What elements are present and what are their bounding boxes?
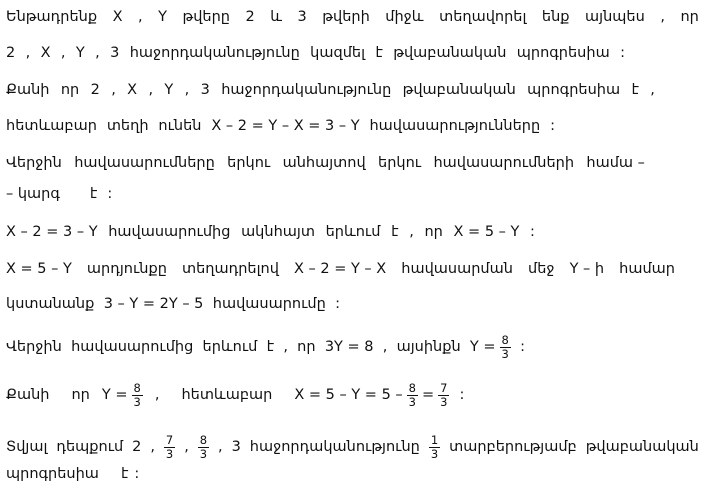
fraction-numerator: 8 <box>133 381 141 396</box>
word: Քանի <box>6 82 50 98</box>
word: Y <box>75 45 85 61</box>
word: : <box>530 224 535 240</box>
word: , <box>184 439 189 455</box>
fraction <box>198 434 209 459</box>
word: Y – ի <box>569 261 605 277</box>
word: 3 <box>297 9 307 25</box>
fraction-numerator: 8 <box>408 381 416 396</box>
word: է <box>120 466 129 482</box>
text-line-4 <box>6 118 555 134</box>
word: կստանանք <box>6 296 95 312</box>
word: երևում <box>202 339 258 355</box>
fraction-numerator: 7 <box>165 433 174 448</box>
word: որ <box>297 339 316 355</box>
word: պրոգրեսիա <box>516 45 610 61</box>
fraction <box>438 382 449 407</box>
word: հետևաբար <box>6 118 97 134</box>
word: այնպես <box>585 9 645 25</box>
fraction-numerator: 7 <box>440 381 448 396</box>
word: հավասարման <box>401 261 513 277</box>
word: այսինքն <box>396 339 461 355</box>
word: հավասարումը <box>212 296 326 312</box>
word: որ <box>424 224 443 240</box>
text-line-12 <box>6 427 699 467</box>
fraction-denominator: 3 <box>199 446 208 461</box>
equation: 3 – Y = 2Y – 5 <box>103 296 204 312</box>
word: : <box>107 186 113 202</box>
word: հավասարումները <box>74 155 215 171</box>
word: , <box>60 45 66 61</box>
word: : <box>520 339 525 355</box>
word: դեպքում <box>56 439 124 455</box>
word: – կարգ <box>6 186 60 202</box>
word: հաջորդականությունը <box>129 45 300 61</box>
word: պրոգրեսիա <box>6 466 99 482</box>
word: մեջ <box>528 261 555 277</box>
word: ակնհայտ <box>241 224 315 240</box>
word: : <box>134 466 140 482</box>
word: որ <box>680 9 699 25</box>
word: Վերջին <box>6 155 62 171</box>
word: հավասարումների <box>433 155 575 171</box>
word: է <box>89 186 98 202</box>
word: թվաբանական <box>585 439 699 455</box>
word: , <box>150 439 155 455</box>
fraction-numerator: 1 <box>430 433 439 448</box>
equation-prefix: Y = <box>469 339 496 355</box>
word: : <box>335 296 340 312</box>
word: 3 <box>200 82 210 98</box>
text-line-5 <box>6 155 645 171</box>
text-line-11 <box>6 375 699 415</box>
word: X <box>112 9 123 25</box>
equation-y-fraction <box>102 382 143 407</box>
word: : <box>459 387 465 403</box>
word: համար <box>619 261 675 277</box>
word: 3 <box>231 439 241 455</box>
fraction-numerator: 8 <box>501 333 509 348</box>
word: է <box>266 339 275 355</box>
equation-prefix: X = 5 – Y = 5 – <box>294 387 403 403</box>
text-line-13 <box>6 466 699 482</box>
word: անհայտով <box>282 155 366 171</box>
word: 2 <box>245 9 255 25</box>
word: որ <box>71 387 90 403</box>
fraction <box>500 334 511 359</box>
word: ունեն <box>158 118 202 134</box>
word: : <box>620 45 625 61</box>
word: 2 <box>90 82 100 98</box>
word: , <box>154 387 160 403</box>
text-line-6 <box>6 186 699 202</box>
word: 3 <box>110 45 120 61</box>
word: , <box>25 45 31 61</box>
word: հաջորդականությունը <box>249 439 420 455</box>
word: թվաբանական <box>402 82 516 98</box>
fraction-denominator: 3 <box>408 394 416 409</box>
word: տեղավորել <box>439 9 527 25</box>
fraction <box>429 434 440 459</box>
word: , <box>138 9 143 25</box>
word: է <box>391 224 399 240</box>
fraction-denominator: 3 <box>440 394 448 409</box>
word: համա – <box>586 155 645 171</box>
word: թվերը <box>182 9 230 25</box>
text-line-8 <box>6 261 675 277</box>
word: որ <box>60 82 80 98</box>
equation-prefix: Y = <box>101 387 128 403</box>
equation: X – 2 = Y – X <box>293 261 387 277</box>
word: տեղադրելով <box>181 261 279 277</box>
word: արդյունքը <box>86 261 167 277</box>
word: Տվյալ <box>6 439 48 455</box>
word: Վերջին <box>6 339 62 355</box>
word: է <box>631 82 639 98</box>
fraction-denominator: 3 <box>430 446 439 461</box>
word: հավասարումից <box>108 224 231 240</box>
equation-y-fraction <box>470 334 511 359</box>
word: հավասարումից <box>71 339 194 355</box>
word: X <box>127 82 138 98</box>
word: տեղի <box>106 118 149 134</box>
equation: X – 2 = Y – X = 3 – Y <box>211 118 360 134</box>
text-line-3 <box>6 82 655 98</box>
word: երկու <box>227 155 271 171</box>
text-line-10 <box>6 327 525 367</box>
word: , <box>660 9 665 25</box>
word: կազմել <box>310 45 366 61</box>
equation: 3Y = 8 <box>324 339 374 355</box>
word: հաջորդականությունը <box>221 82 392 98</box>
fraction-denominator: 3 <box>501 346 509 361</box>
fraction <box>407 382 418 407</box>
word: թվերի <box>322 9 370 25</box>
word: , <box>218 439 223 455</box>
word: 2 <box>132 439 142 455</box>
word: երևում <box>325 224 381 240</box>
word: թվաբանական <box>393 45 507 61</box>
word: , <box>650 82 655 98</box>
word: ենք <box>541 9 570 25</box>
word: 2 <box>6 45 16 61</box>
word: միջև <box>385 9 424 25</box>
text-line-2 <box>6 45 625 61</box>
word: և <box>270 9 283 25</box>
equals-sign: = <box>421 387 435 403</box>
text-line-9 <box>6 296 340 312</box>
word: X <box>40 45 51 61</box>
word: Ենթադրենք <box>6 9 98 25</box>
word: հավասարությունները <box>369 118 541 134</box>
word: , <box>95 45 100 61</box>
word: , <box>111 82 116 98</box>
word: , <box>184 82 190 98</box>
word: երկու <box>378 155 422 171</box>
equation: X – 2 = 3 – Y <box>6 224 98 240</box>
equation: X = 5 – Y <box>453 224 520 240</box>
fraction <box>132 382 143 407</box>
word: , <box>283 339 288 355</box>
word: պրոգրեսիա <box>527 82 621 98</box>
equation: X = 5 – Y <box>6 261 72 277</box>
text-line-7 <box>6 224 535 240</box>
fraction-denominator: 3 <box>133 394 141 409</box>
word: Y <box>164 82 174 98</box>
text-line-1 <box>6 9 699 25</box>
word: : <box>550 118 555 134</box>
equation-x-fraction <box>294 382 449 407</box>
word: հետևաբար <box>181 387 273 403</box>
fraction <box>164 434 175 459</box>
fraction-numerator: 8 <box>199 433 208 448</box>
word: , <box>148 82 154 98</box>
word: Y <box>158 9 167 25</box>
word: է <box>375 45 383 61</box>
word: , <box>409 224 414 240</box>
word: , <box>382 339 388 355</box>
word: Քանի <box>6 387 50 403</box>
fraction-denominator: 3 <box>165 446 174 461</box>
word: տարբերությամբ <box>449 439 577 455</box>
